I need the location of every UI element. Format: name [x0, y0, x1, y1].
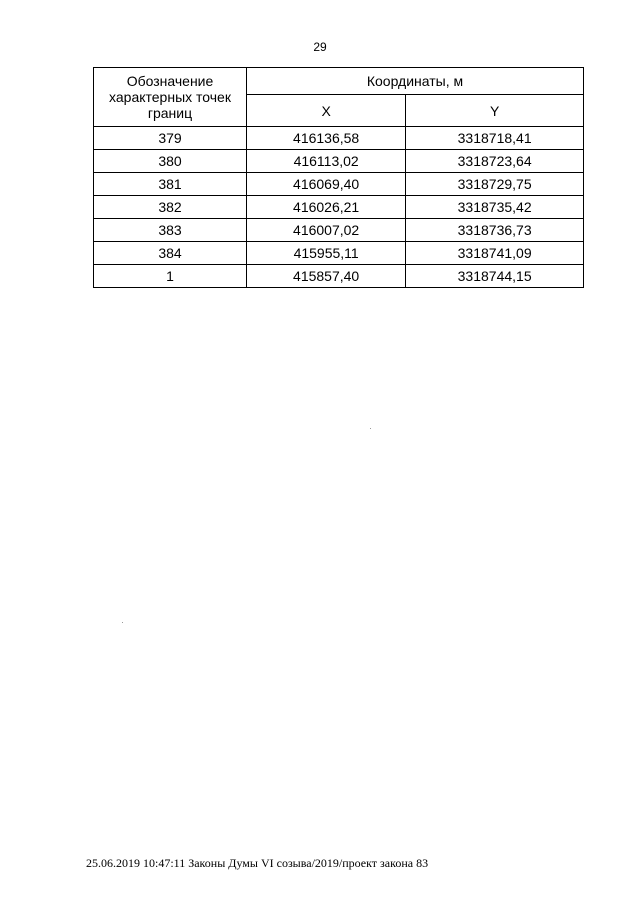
table-row: [94, 150, 584, 173]
header-x: X: [247, 95, 406, 127]
header-coordinates: Координаты, м: [247, 68, 584, 95]
cell-y: 3318718,41: [406, 127, 584, 150]
table-row: [94, 219, 584, 242]
cell-y: 3318735,42: [406, 196, 584, 219]
cell-y: 3318744,15: [406, 265, 584, 288]
cell-point: 384: [94, 242, 247, 265]
cell-point: 381: [94, 173, 247, 196]
page-number: 29: [313, 40, 327, 54]
cell-point: 382: [94, 196, 247, 219]
table-row: [94, 242, 584, 265]
cell-point: 1: [94, 265, 247, 288]
cell-x: 416113,02: [247, 150, 406, 173]
table-row: [94, 196, 584, 219]
cell-x: 416026,21: [247, 196, 406, 219]
table-row: [94, 265, 584, 288]
cell-point: 383: [94, 219, 247, 242]
cell-point: 379: [94, 127, 247, 150]
scan-speck: [370, 428, 371, 429]
cell-x: 415955,11: [247, 242, 406, 265]
cell-y: 3318729,75: [406, 173, 584, 196]
table-row: [94, 127, 584, 150]
cell-point: 380: [94, 150, 247, 173]
coordinates-table: [93, 67, 584, 288]
cell-x: 416069,40: [247, 173, 406, 196]
cell-y: 3318736,73: [406, 219, 584, 242]
cell-y: 3318723,64: [406, 150, 584, 173]
scan-speck: [122, 622, 123, 623]
header-y: Y: [406, 95, 584, 127]
document-footer: 25.06.2019 10:47:11 Законы Думы VI созыва/2019/проект закона 83: [86, 856, 429, 870]
cell-x: 416007,02: [247, 219, 406, 242]
table-row: [94, 173, 584, 196]
cell-x: 415857,40: [247, 265, 406, 288]
header-point-designation: Обозначение характерных точек границ: [94, 68, 247, 127]
cell-y: 3318741,09: [406, 242, 584, 265]
cell-x: 416136,58: [247, 127, 406, 150]
